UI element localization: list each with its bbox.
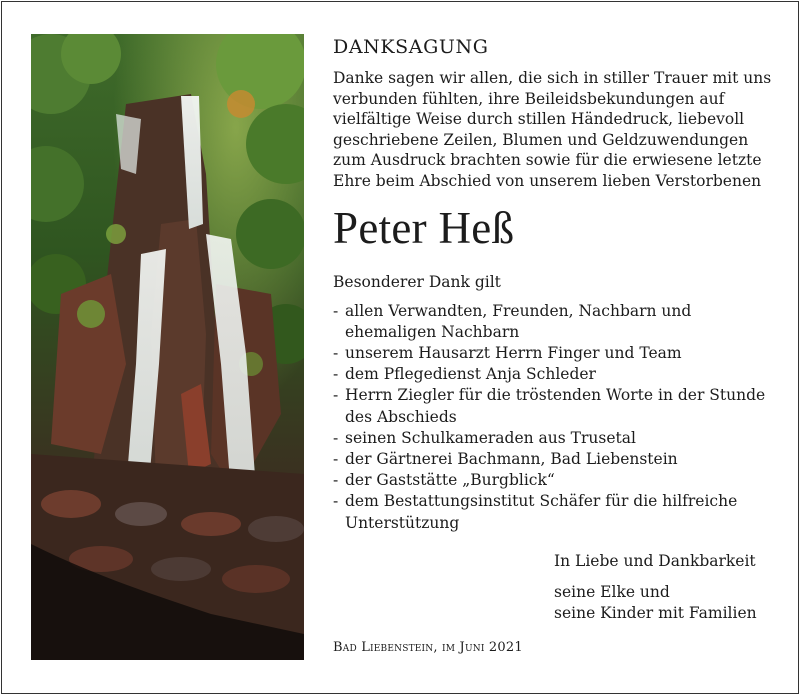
- closing-line: seine Elke und: [554, 583, 670, 601]
- closing-line: In Liebe und Dankbarkeit: [554, 552, 756, 570]
- intro-line: zum Ausdruck brachten sowie für die erwiesene letzte: [333, 151, 762, 170]
- notice-text: [333, 36, 773, 534]
- list-item: - dem Pflegedienst Anja Schleder: [333, 364, 773, 385]
- intro-line: vielfältige Weise durch stillen Händedruck, liebevoll: [333, 110, 745, 129]
- closing-signature: [554, 551, 757, 624]
- list-item: - Herrn Ziegler für die tröstenden Worte in der Stunde des Abschieds: [333, 385, 773, 427]
- list-item: - dem Bestattungsinstitut Schäfer für die hilfreiche Unterstützung: [333, 491, 773, 533]
- list-item: - unserem Hausarzt Herrn Finger und Team: [333, 343, 773, 364]
- intro-line: verbunden fühlten, ihre Beileidsbekundungen auf: [333, 89, 725, 108]
- closing-line: seine Kinder mit Familien: [554, 604, 757, 622]
- list-item: - der Gaststätte „Burgblick“: [333, 470, 773, 491]
- intro-line: geschriebene Zeilen, Blumen und Geldzuwendungen: [333, 130, 749, 149]
- list-item: - seinen Schulkameraden aus Trusetal: [333, 428, 773, 449]
- thanks-list: [333, 301, 773, 534]
- notice-heading: DANKSAGUNG: [333, 36, 489, 58]
- thanks-intro: Besonderer Dank gilt: [333, 272, 501, 291]
- intro-line: Ehre beim Abschied von unserem lieben Verstorbenen: [333, 171, 762, 190]
- place-date: Bad Liebenstein, im Juni 2021: [333, 640, 523, 655]
- waterfall-photo: [31, 34, 304, 660]
- intro-line: Danke sagen wir allen, die sich in stiller Trauer mit uns: [333, 69, 772, 87]
- deceased-name: Peter Heß: [333, 202, 515, 253]
- list-item: - der Gärtnerei Bachmann, Bad Liebenstein: [333, 449, 773, 470]
- list-item: - allen Verwandten, Freunden, Nachbarn und ehemaligen Nachbarn: [333, 301, 773, 343]
- intro-paragraph: [333, 68, 773, 192]
